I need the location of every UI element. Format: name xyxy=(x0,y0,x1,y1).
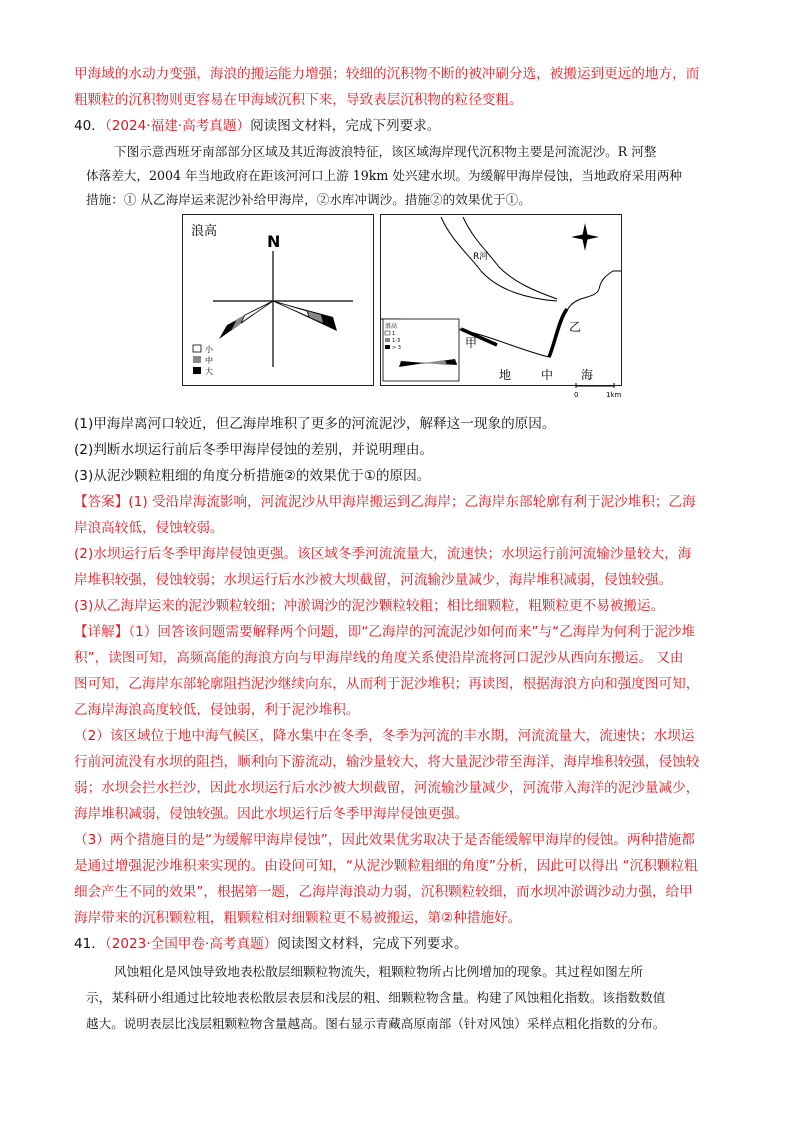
inset-legend-3: > 3 xyxy=(392,345,401,351)
prev-answer-line: 粗颗粒的沉积物则更容易在甲海域沉积下来，导致表层沉积物的粒径变粗。 xyxy=(74,92,523,108)
wave-wedge-small-east xyxy=(273,301,309,317)
yi-label: 乙 xyxy=(569,320,582,334)
prev-answer-line: 甲海域的水动力变强，海浪的搬运能力增强；较细的沉积物不断的被冲刷分选，被搬运到更远的地方，而 xyxy=(74,66,700,82)
inset-swatch xyxy=(385,338,390,342)
answer-line: (3)从乙海岸运来的泥沙颗粒较细；冲淤调沙的泥沙颗粒较粗；相比细颗粒，粗颗粒更不易被搬运。 xyxy=(74,598,665,614)
river-label: R河 xyxy=(473,252,489,262)
stem-line: 下图示意西班牙南部部分区域及其近海波浪特征，该区域海岸现代沉积物主要是河流泥沙。R 河整 xyxy=(114,144,657,159)
scale-km: 1km xyxy=(606,391,622,399)
detail-line: 图可知，乙海岸东部轮廓阻挡泥沙继续向东，从而利于泥沙堆积；再读图，根据海浪方向和强度图可知， xyxy=(74,676,700,692)
stem-line: 示，某科研小组通过比较地表松散层表层和浅层的粗、细颗粒物含量。构建了风蚀粗化指数。该指数数值 xyxy=(86,990,666,1005)
answer-line: 岸堆积较强，侵蚀较弱；水坝运行后水沙被大坝截留，河流输沙量减少，海岸堆积减弱，侵蚀较强。 xyxy=(74,572,673,588)
scale-zero: 0 xyxy=(574,391,579,399)
jia-label: 甲 xyxy=(465,336,478,350)
sub-question: (3)从泥沙颗粒粗细的角度分析措施②的效果优于①的原因。 xyxy=(74,468,431,484)
north-label: N xyxy=(267,232,281,251)
coastal-map-panel xyxy=(380,214,622,386)
legend-swatch-large xyxy=(193,367,201,374)
question-source: （2023·全国甲卷·高考真题） xyxy=(104,936,278,952)
sub-question: (1)甲海岸离河口较近，但乙海岸堆积了更多的河流泥沙，解释这一现象的原因。 xyxy=(74,416,556,432)
sea-label-char: 地 xyxy=(499,368,512,382)
detail-line: （2）该区域位于地中海气候区，降水集中在冬季，冬季为河流的丰水期，河流流量大，流速快；水坝运 xyxy=(74,728,695,744)
stem-line: 越大。说明表层比浅层粗颗粒物含量越高。图右显示青藏高原南部（针对风蚀）采样点粗化指数的分布。 xyxy=(86,1016,666,1031)
answer-line: 【答案】(1) 受沿岸海流影响，河流泥沙从甲海岸搬运到乙海岸；乙海岸东部轮廓有利于泥沙堆积；乙海 xyxy=(74,494,696,510)
inset-title: 浪高 xyxy=(385,323,398,330)
scale-bar xyxy=(574,382,626,400)
compass-ew xyxy=(571,234,599,240)
detail-tag: 【详解】 xyxy=(74,624,129,640)
sea-label-char: 中 xyxy=(541,368,554,382)
wave-rose-diagram xyxy=(183,215,373,385)
wave-height-rose-panel xyxy=(182,214,374,386)
wave-wedge-small xyxy=(241,301,273,323)
stem-line: 措施：① 从乙海岸运来泥沙补给甲海岸，②水库冲调沙。措施②的效果优于①。 xyxy=(86,192,531,207)
question-number: 41． xyxy=(74,936,105,952)
detail-line: 海岸堆积减弱，侵蚀较强。因此水坝运行后冬季甲海岸侵蚀更强。 xyxy=(74,806,469,822)
detail-line: 行前河流没有水坝的阻挡，顺利向下游流动，输沙量较大，将大量泥沙带至海洋，海岸堆积较强，侵蚀较 xyxy=(74,754,700,770)
inset-swatch xyxy=(385,345,390,349)
detail-line: 【详解】（1）回答该问题需要解释两个问题，即“乙海岸的河流泥沙如何而来”与“乙海岸为何利于泥沙堆 xyxy=(74,624,696,640)
river-bank-line xyxy=(441,217,557,301)
question-prompt: 阅读图文材料，完成下列要求。 xyxy=(250,118,441,134)
detail-line: 细会产生不同的效果”，根据第一题，乙海岸海浪动力弱，沉积颗粒较细，而水坝冲淤调沙动力强，给甲 xyxy=(74,884,693,900)
detail-line: 是通过增强泥沙堆积来实现的。由设问可知，“从泥沙颗粒粗细的角度”分析，因此可以得出 “沉积颗粒粗 xyxy=(74,858,698,874)
answer-tag: 【答案】 xyxy=(74,494,129,510)
question-41-header xyxy=(74,932,724,956)
question-40-header xyxy=(74,114,724,138)
inset-swatch xyxy=(385,331,390,335)
legend-small: 小 xyxy=(205,345,213,354)
question-number: 40． xyxy=(74,118,105,134)
detail-line: 积”，读图可知，高频高能的海浪方向与甲海岸线的角度关系使沿岸流将河口泥沙从西向东搬运。 又由 xyxy=(74,650,684,666)
wave-height-title: 浪高 xyxy=(191,224,218,239)
inset-legend-1: 1 xyxy=(392,331,396,337)
legend-swatch-medium xyxy=(193,356,201,363)
detail-line: （3）两个措施目的是“为缓解甲海岸侵蚀”，因此效果优劣取决于是否能缓解甲海岸的侵蚀。两种措施都 xyxy=(74,832,695,848)
sea-label-char: 海 xyxy=(581,368,594,382)
stem-line: 体落差大，2004 年当地政府在距该河河口上游 19km 处兴建水坝。为缓解甲海岸侵蚀，当地政府采用两种 xyxy=(86,168,683,183)
legend-swatch-small xyxy=(193,345,201,352)
detail-line: 海岸带来的沉积颗粒粗，粗颗粒相对细颗粒更不易被搬运，第②种措施好。 xyxy=(74,910,522,926)
legend-large: 大 xyxy=(205,367,213,376)
answer-line: 岸浪高较低，侵蚀较弱。 xyxy=(74,520,224,536)
detail-line: 弱；水坝会拦水拦沙，因此水坝运行后水沙被大坝截留，河流输沙量减少，河流带入海洋的泥沙量减少， xyxy=(74,780,700,796)
stem-line: 风蚀粗化是风蚀导致地表松散层细颗粒物流失，粗颗粒物所占比例增加的现象。其过程如图左所 xyxy=(114,964,643,979)
question-source: （2024·福建·高考真题） xyxy=(104,118,251,134)
answer-line: (2)水坝运行后冬季甲海岸侵蚀更强。该区域冬季河流流量大，流速快；水坝运行前河流输沙量较大，海 xyxy=(74,546,692,562)
detail-line: 乙海岸海浪高度较低，侵蚀弱，利于泥沙堆积。 xyxy=(74,702,360,718)
inset-legend-2: 1-3 xyxy=(392,338,401,344)
coastal-map xyxy=(381,215,621,385)
coast-yi-segment xyxy=(549,309,567,357)
question-prompt: 阅读图文材料，完成下列要求。 xyxy=(277,936,468,952)
wave-map-figure xyxy=(182,214,622,400)
sub-question: (2)判断水坝运行前后冬季甲海岸侵蚀的差别，并说明理由。 xyxy=(74,442,434,458)
legend-medium: 中 xyxy=(205,356,213,365)
